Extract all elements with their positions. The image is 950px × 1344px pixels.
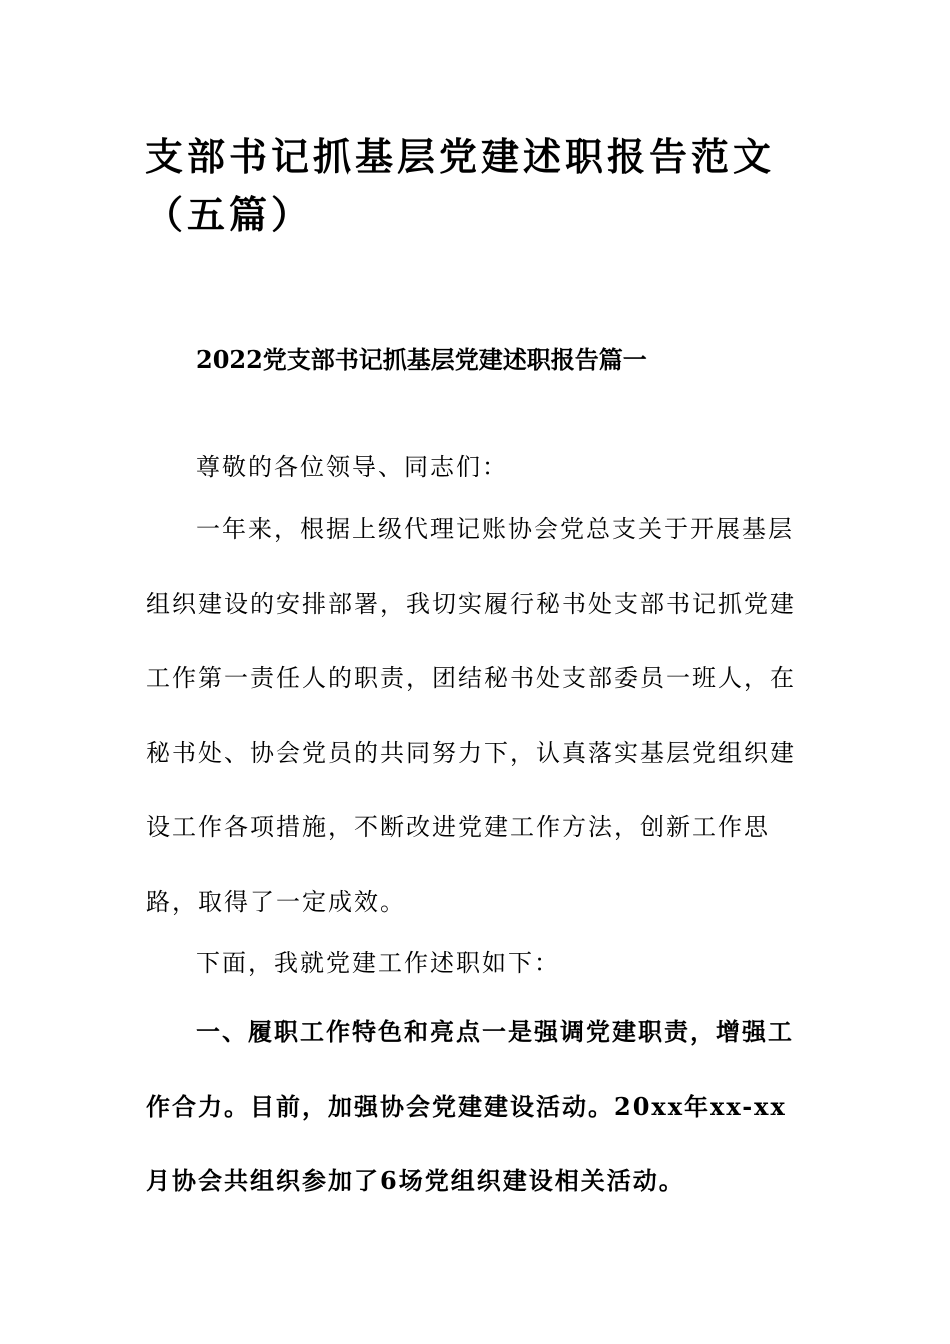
transition-paragraph: 下面，我就党建工作述职如下： <box>196 949 560 977</box>
highlight-paragraph: 一、履职工作特色和亮点一是强调党建职责，增强工作合力。目前，加强协会党建建设活动。20xx年xx-xx月协会共组织参加了6场党组织建设相关活动。 <box>146 1017 794 1195</box>
document-title: 支部书记抓基层党建述职报告范文（五篇） <box>145 134 776 237</box>
intro-paragraph: 一年来，根据上级代理记账协会党总支关于开展基层组织建设的安排部署，我切实履行秘书处支部书记抓党建工作第一责任人的职责，团结秘书处支部委员一班人，在秘书处、协会党员的共同努力下，认真落实基层党组织建设工作各项措施，不断改进党建工作方法，创新工作思路，取得了一定成效。 <box>146 515 796 916</box>
salutation-paragraph: 尊敬的各位领导、同志们： <box>196 453 508 481</box>
section-heading: 2022党支部书记抓基层党建述职报告篇一 <box>196 345 647 374</box>
